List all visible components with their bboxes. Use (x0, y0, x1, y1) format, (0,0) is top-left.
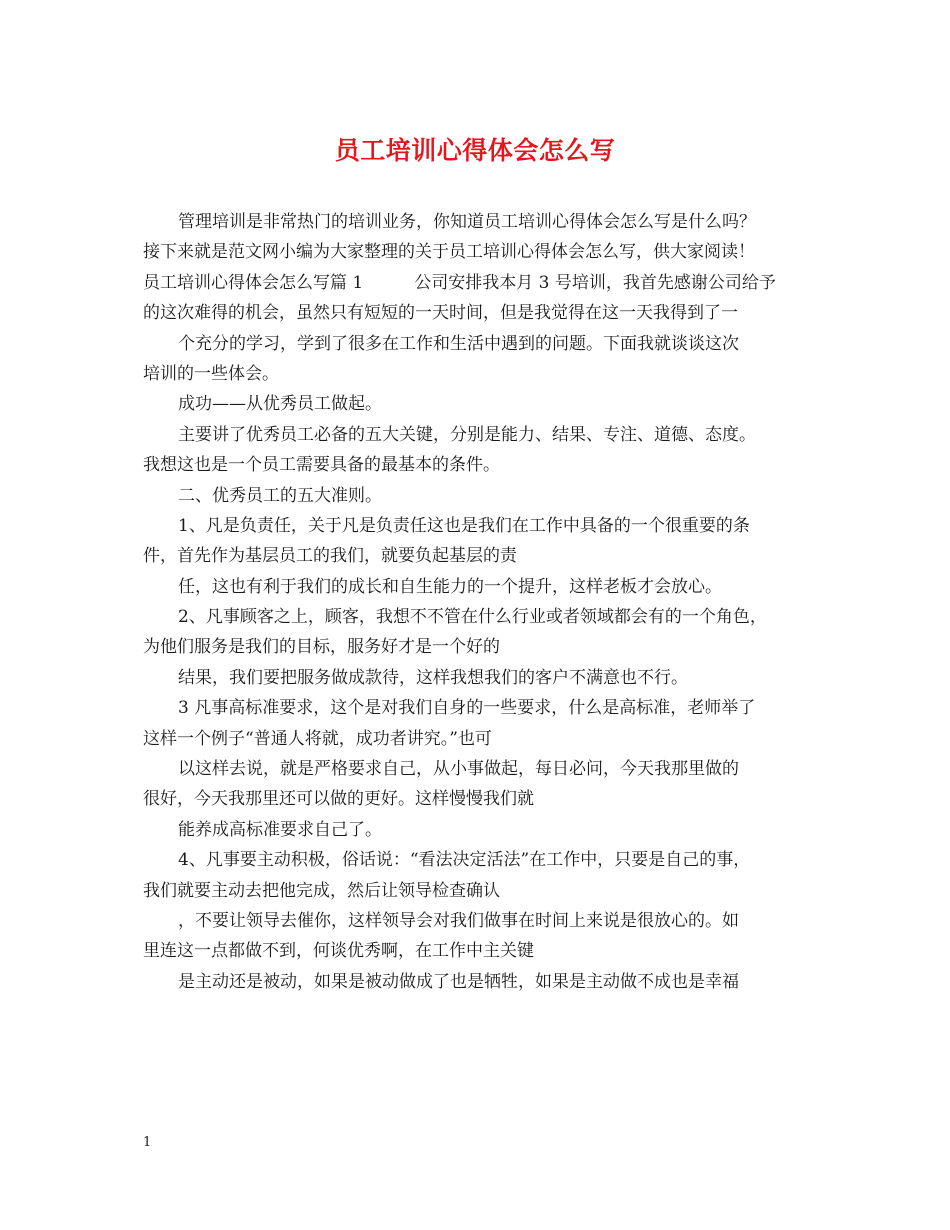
body-line: 个充分的学习，学到了很多在工作和生活中遇到的问题。下面我就谈谈这次 (178, 333, 739, 354)
body-line: 主要讲了优秀员工必备的五大关键，分别是能力、结果、专注、道德、态度。 (178, 424, 756, 445)
body-line: 管理培训是非常热门的培训业务，你知道员工培训心得体会怎么写是什么吗？ (178, 212, 756, 232)
body-line: 1、凡是负责任，关于凡是负责任这也是我们在工作中具备的一个很重要的条 (178, 515, 750, 536)
body-line: 为他们服务是我们的目标，服务好才是一个好的 (143, 637, 500, 658)
document-title: 员工培训心得体会怎么写 (334, 136, 616, 165)
body-line: 我们就要主动去把他完成，然后让领导检查确认 (143, 880, 500, 901)
body-line: 成功——从优秀员工做起。 (178, 394, 382, 415)
body-line: 员工培训心得体会怎么写篇 1 公司安排我本月 3 号培训，我首先感谢公司给予 (143, 272, 776, 293)
body-line: 二、优秀员工的五大准则。 (178, 485, 382, 506)
body-line: 任，这也有利于我们的成长和自生能力的一个提升，这样老板才会放心。 (178, 576, 722, 597)
body-line: 接下来就是范文网小编为大家整理的关于员工培训心得体会怎么写，供大家阅读！ (143, 242, 755, 263)
body-line: 2、凡事顾客之上，顾客，我想不不管在什么行业或者领域都会有的一个角色， (178, 607, 767, 628)
document-body (143, 207, 823, 997)
body-line: 我想这也是一个员工需要具备的最基本的条件。 (143, 455, 500, 476)
body-line: 能养成高标准要求自己了。 (178, 819, 382, 840)
body-line: 3 凡事高标准要求，这个是对我们自身的一些要求，什么是高标准，老师举了 (178, 698, 756, 719)
body-line: 结果，我们要把服务做成款待，这样我想我们的客户不满意也不行。 (178, 667, 688, 688)
body-line: 件，首先作为基层员工的我们，就要负起基层的责 (143, 546, 517, 567)
body-line: 培训的一些体会。 (143, 363, 279, 384)
body-line: 4、凡事要主动积极，俗话说：“看法决定活法”在工作中，只要是自己的事， (178, 850, 751, 871)
body-line: 以这样去说，就是严格要求自己，从小事做起，每日必问，今天我那里做的 (178, 759, 739, 780)
body-line: 很好，今天我那里还可以做的更好。这样慢慢我们就 (143, 789, 534, 810)
body-line: ，不要让领导去催你，这样领导会对我们做事在时间上来说是很放心的。如 (178, 910, 739, 931)
page-number: 1 (143, 1135, 152, 1150)
body-line: 里连这一点都做不到，何谈优秀啊，在工作中主关键 (143, 941, 534, 962)
body-line: 是主动还是被动，如果是被动做成了也是牺牲，如果是主动做不成也是幸福 (178, 971, 739, 992)
body-line: 这样一个例子“普通人将就，成功者讲究。”也可 (143, 728, 492, 749)
body-line: 的这次难得的机会，虽然只有短短的一天时间，但是我觉得在这一天我得到了一 (143, 303, 738, 324)
